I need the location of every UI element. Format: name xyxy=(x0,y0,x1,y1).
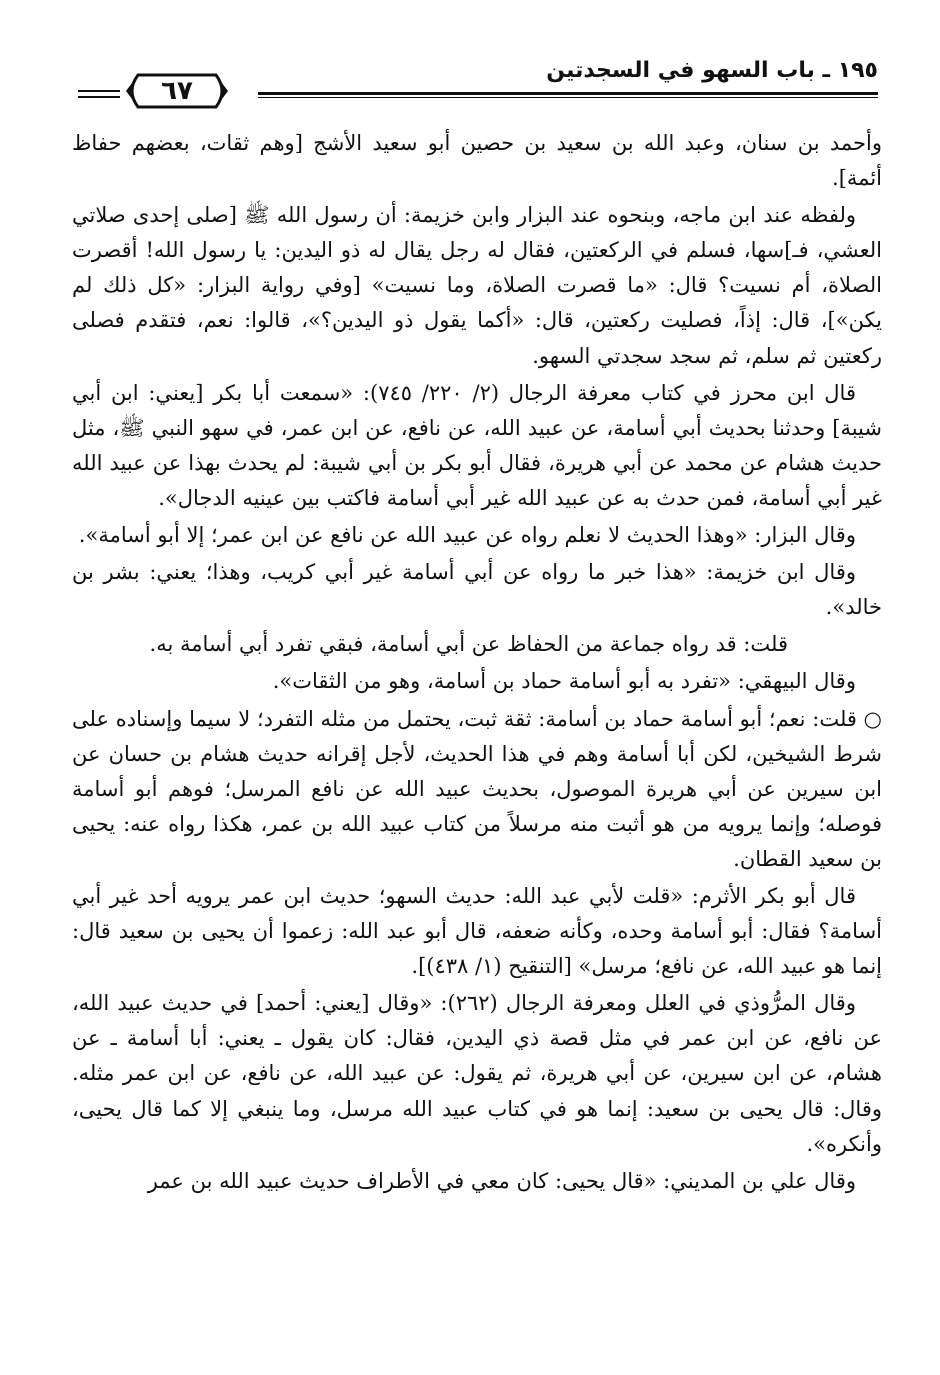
paragraph: وقال البيهقي: «تفرد به أبو أسامة حماد بن أسامة، وهو من الثقات». xyxy=(272,669,856,694)
page-body xyxy=(72,126,882,1201)
paragraph: ولفظه عند ابن ماجه، وبنحوه عند البزار وابن خزيمة: أن رسول الله ﷺ [صلى إحدى صلاتي العشي، فـ]سها، فسلم في الركعتين، فقال له رجل يقال له ذو اليدين: يا رسول الله! أقصرت الصلاة، أم نسيت؟ قال: «ما قصرت الصلاة، وما نسيت» [وفي رواية البزار: «كل ذلك لم يكن»]، قال: إذاً، فصليت ركعتين، قال: «أكما يقول ذو اليدين؟»، قالوا: نعم، فتقدم فصلى ركعتين ثم سلم، ثم سجد سجدتي السهو. xyxy=(72,203,882,368)
header-rule xyxy=(258,92,878,95)
page-number-badge xyxy=(124,72,230,110)
running-header xyxy=(78,52,878,112)
header-rule-thin xyxy=(258,97,878,98)
paragraph: قال أبو بكر الأثرم: «قلت لأبي عبد الله: حديث السهو؛ حديث ابن عمر يرويه أحد غير أبي أسامة؟ فقال: أبو أسامة وحده، وكأنه ضعفه، قال أبو عبد الله: زعموا أن يحيى بن سعيد قال: إنما هو عبيد الله، عن نافع؛ مرسل» [التنقيح (١/ ٤٣٨)]. xyxy=(72,883,882,979)
paragraph: وقال ابن خزيمة: «هذا خبر ما رواه عن أبي أسامة غير أبي كريب، وهذا؛ يعني: بشر بن خالد». xyxy=(72,560,882,620)
header-title: ١٩٥ ـ باب السهو في السجدتين xyxy=(546,58,878,83)
left-rule xyxy=(78,90,120,92)
paragraph: وقال علي بن المديني: «قال يحيى: كان معي في الأطراف حديث عبيد الله بن عمر xyxy=(147,1168,856,1193)
paragraph-comment: ○ قلت: نعم؛ أبو أسامة حماد بن أسامة: ثقة ثبت، يحتمل من مثله التفرد؛ لا سيما وإسناده على شرط الشيخين، لكن أبا أسامة وهم في هذا الحديث، لأجل إقرانه حديث هشام بن حسان عن ابن سيرين عن أبي هريرة الموصول، بحديث عبيد الله عن نافع المرسل؛ فوهم أبو أسامة فوصله؛ وإنما يرويه من هو أثبت منه مرسلاً من كتاب عبيد الله بن عمر، هكذا رواه عنه: يحيى بن سعيد القطان. xyxy=(72,706,882,871)
paragraph: قال ابن محرز في كتاب معرفة الرجال (٢/ ٢٢٠/ ٧٤٥): «سمعت أبا بكر [يعني: ابن أبي شيبة] وحدثنا بحديث أبي أسامة، عن عبيد الله، عن نافع، عن ابن عمر، في سهو النبي ﷺ، مثل حديث هشام عن محمد عن أبي هريرة، فقال أبو بكر بن أبي شيبة: لم يحدث بهذا عن عبيد الله غير أبي أسامة، فمن حدث به عن عبيد الله غير أبي أسامة فاكتب بين عينيه الدجال». xyxy=(72,380,882,510)
paragraph: وأحمد بن سنان، وعبد الله بن سعيد بن حصين أبو سعيد الأشج [وهم ثقات، بعضهم حفاظ أئمة]. xyxy=(72,131,882,191)
paragraph-note: قلت: قد رواه جماعة من الحفاظ عن أبي أسامة، فبقي تفرد أبي أسامة به. xyxy=(149,632,788,657)
left-rule-lower xyxy=(78,96,120,98)
paragraph: وقال المرُّوذي في العلل ومعرفة الرجال (٢٦٢): «وقال [يعني: أحمد] في حديث عبيد الله، عن نافع، عن ابن عمر في مثل قصة ذي اليدين، فقال: كان يقول ـ يعني: أبا أسامة ـ عن هشام، عن ابن سيرين، عن أبي هريرة، ثم يقول: عن عبيد الله، عن نافع، عن ابن عمر مثله. وقال: قال يحيى بن سعيد: إنما هو في كتاب عبيد الله مرسل، وما ينبغي إلا كما قال يحيى، وأنكره». xyxy=(72,991,882,1156)
page-number: ٦٧ xyxy=(161,76,193,106)
paragraph: وقال البزار: «وهذا الحديث لا نعلم رواه عن عبيد الله عن نافع عن ابن عمر؛ إلا أبو أسامة». xyxy=(78,523,856,548)
